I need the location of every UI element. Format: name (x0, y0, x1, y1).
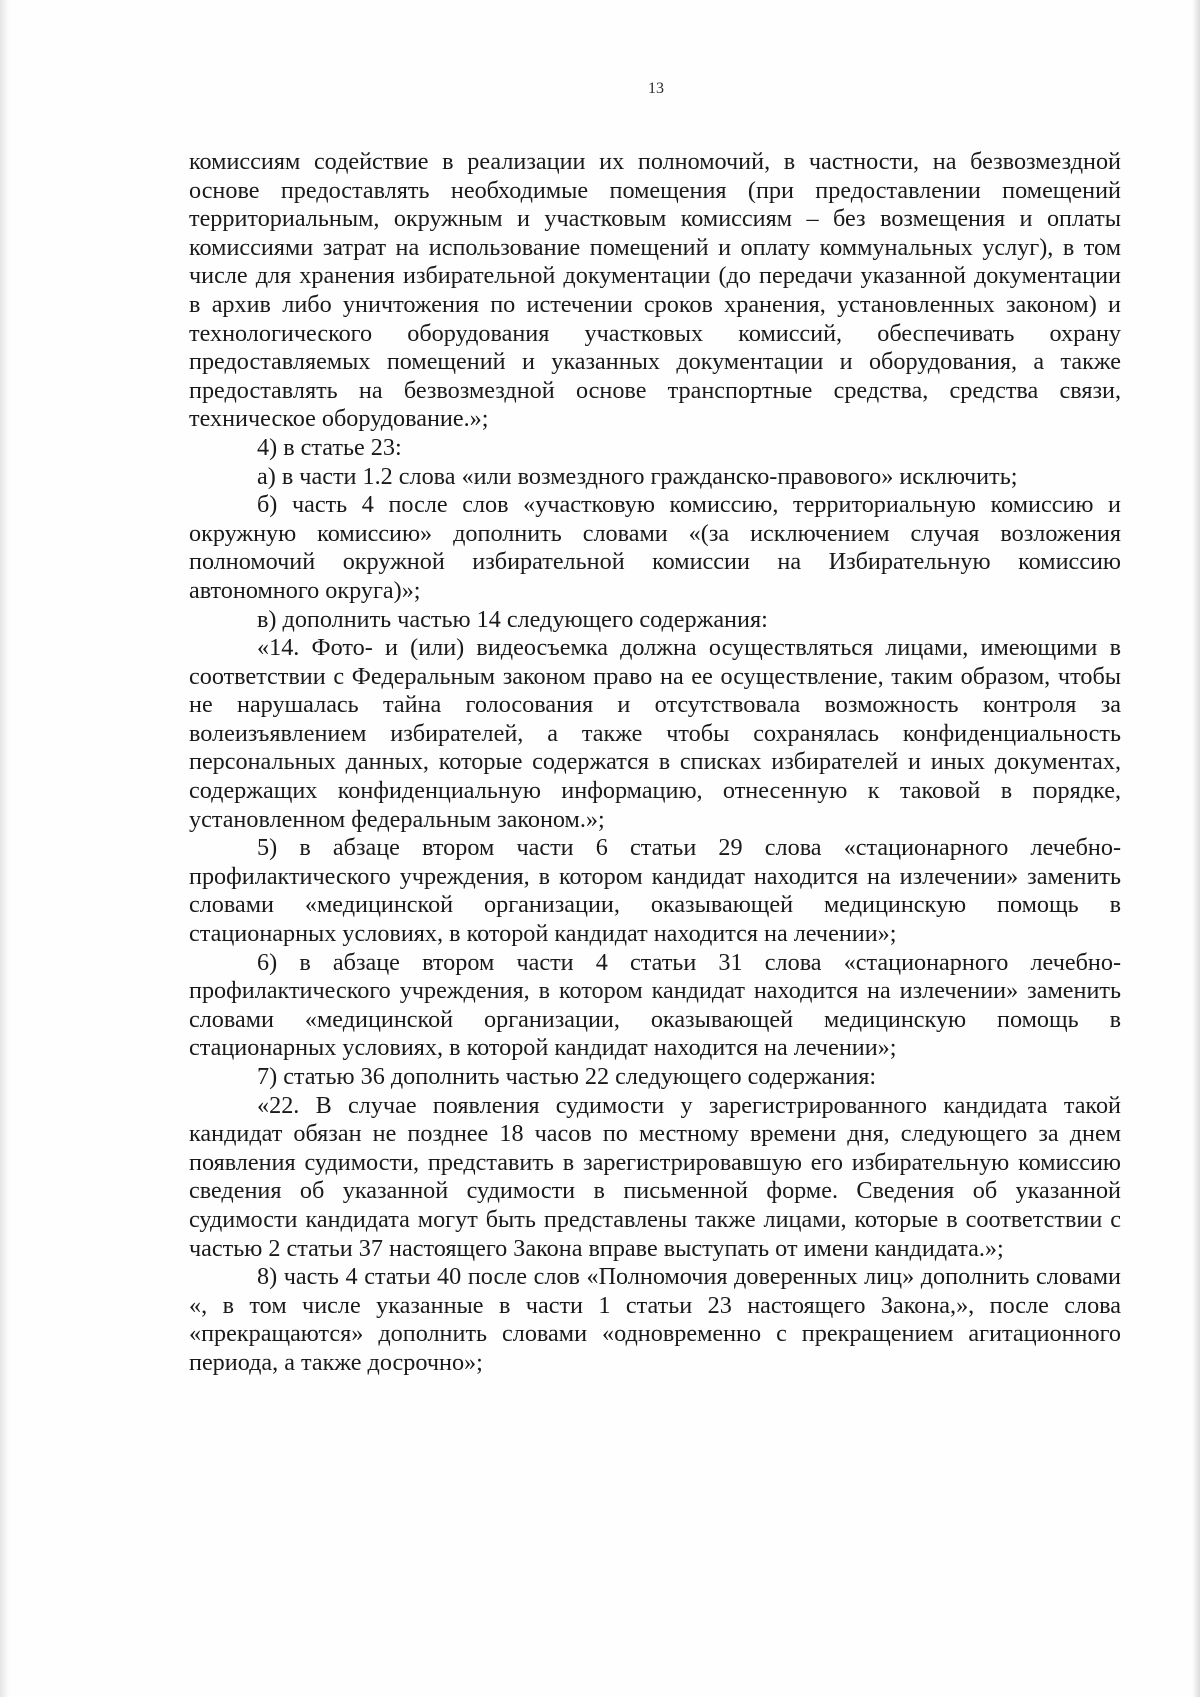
paragraph-item-8: 8) часть 4 статьи 40 после слов «Полномочия доверенных лиц» дополнить словами «, в том числе указанные в части 1 статьи 23 настоящего Закона,», после слова «прекращаются» дополнить словами «одновременно с прекращением агитационного периода, а также досрочно»; (189, 1263, 1121, 1376)
paragraph-item-4b: б) часть 4 после слов «участковую комиссию, территориальную комиссию и окружную комиссию» дополнить словами «(за исключением случая возложения полномочий окружной избирательной комиссии на Избирательную комиссию автономного округа)»; (189, 491, 1121, 604)
paragraph-item-4: 4) в статье 23: (257, 433, 402, 461)
page-number: 13 (648, 80, 664, 97)
paragraph-part-22: «22. В случае появления судимости у зарегистрированного кандидата такой кандидат обязан не позднее 18 часов по местному времени дня, следующего за днем появления судимости, представить в зарегистрировавшую его избирательную комиссию сведения об указанной судимости в письменной форме. Сведения об указанной судимости кандидата могут быть представлены также лицами, которые в соответствии с частью 2 статьи 37 настоящего Закона вправе выступать от имени кандидата.»; (189, 1091, 1121, 1262)
paragraph-continuation: комиссиям содействие в реализации их полномочий, в частности, на безвозмездной основе предоставлять необходимые помещения (при предоставлении помещений территориальным, окружным и участковым комиссиям – без возмещения и оплаты комиссиями затрат на использование помещений и оплату коммунальных услуг), в том числе для хранения избирательной документации (до передачи указанной документации в архив либо уничтожения по истечении сроков хранения, установленных законом) и технологического оборудования участковых комиссий, обеспечивать охрану предоставляемых помещений и указанных документации и оборудования, а также предоставлять на безвозмездной основе транспортные средства, средства связи, техническое оборудование.»; (189, 148, 1121, 433)
paragraph-part-14: «14. Фото- и (или) видеосъемка должна осуществляться лицами, имеющими в соответствии с Федеральным законом право на ее осуществление, таким образом, чтобы не нарушалась тайна голосования и отсутствовала возможность контроля за волеизъявлением избирателей, а также чтобы сохранялась конфиденциальность персональных данных, которые содержатся в списках избирателей и иных документах, содержащих конфиденциальную информацию, отнесенную к таковой в порядке, установленном федеральным законом.»; (189, 634, 1121, 833)
paragraph-item-5: 5) в абзаце втором части 6 статьи 29 слова «стационарного лечебно-профилактического учреждения, в котором кандидат находится на излечении» заменить словами «медицинской организации, оказывающей медицинскую помощь в стационарных условиях, в которой кандидат находится на лечении»; (189, 834, 1121, 948)
document-body (189, 148, 1121, 1378)
scan-edge-left (0, 0, 10, 1697)
scan-edge-right (1192, 0, 1200, 1697)
paragraph-item-4a: а) в части 1.2 слова «или возмездного гражданско-правового» исключить; (257, 462, 1018, 490)
paragraph-item-4v: в) дополнить частью 14 следующего содержания: (257, 605, 768, 633)
paragraph-item-6: 6) в абзаце втором части 4 статьи 31 слова «стационарного лечебно-профилактического учреждения, в котором кандидат находится на излечении» заменить словами «медицинской организации, оказывающей медицинскую помощь в стационарных условиях, в которой кандидат находится на лечении»; (189, 948, 1121, 1062)
paragraph-item-7: 7) статью 36 дополнить частью 22 следующего содержания: (257, 1063, 877, 1090)
